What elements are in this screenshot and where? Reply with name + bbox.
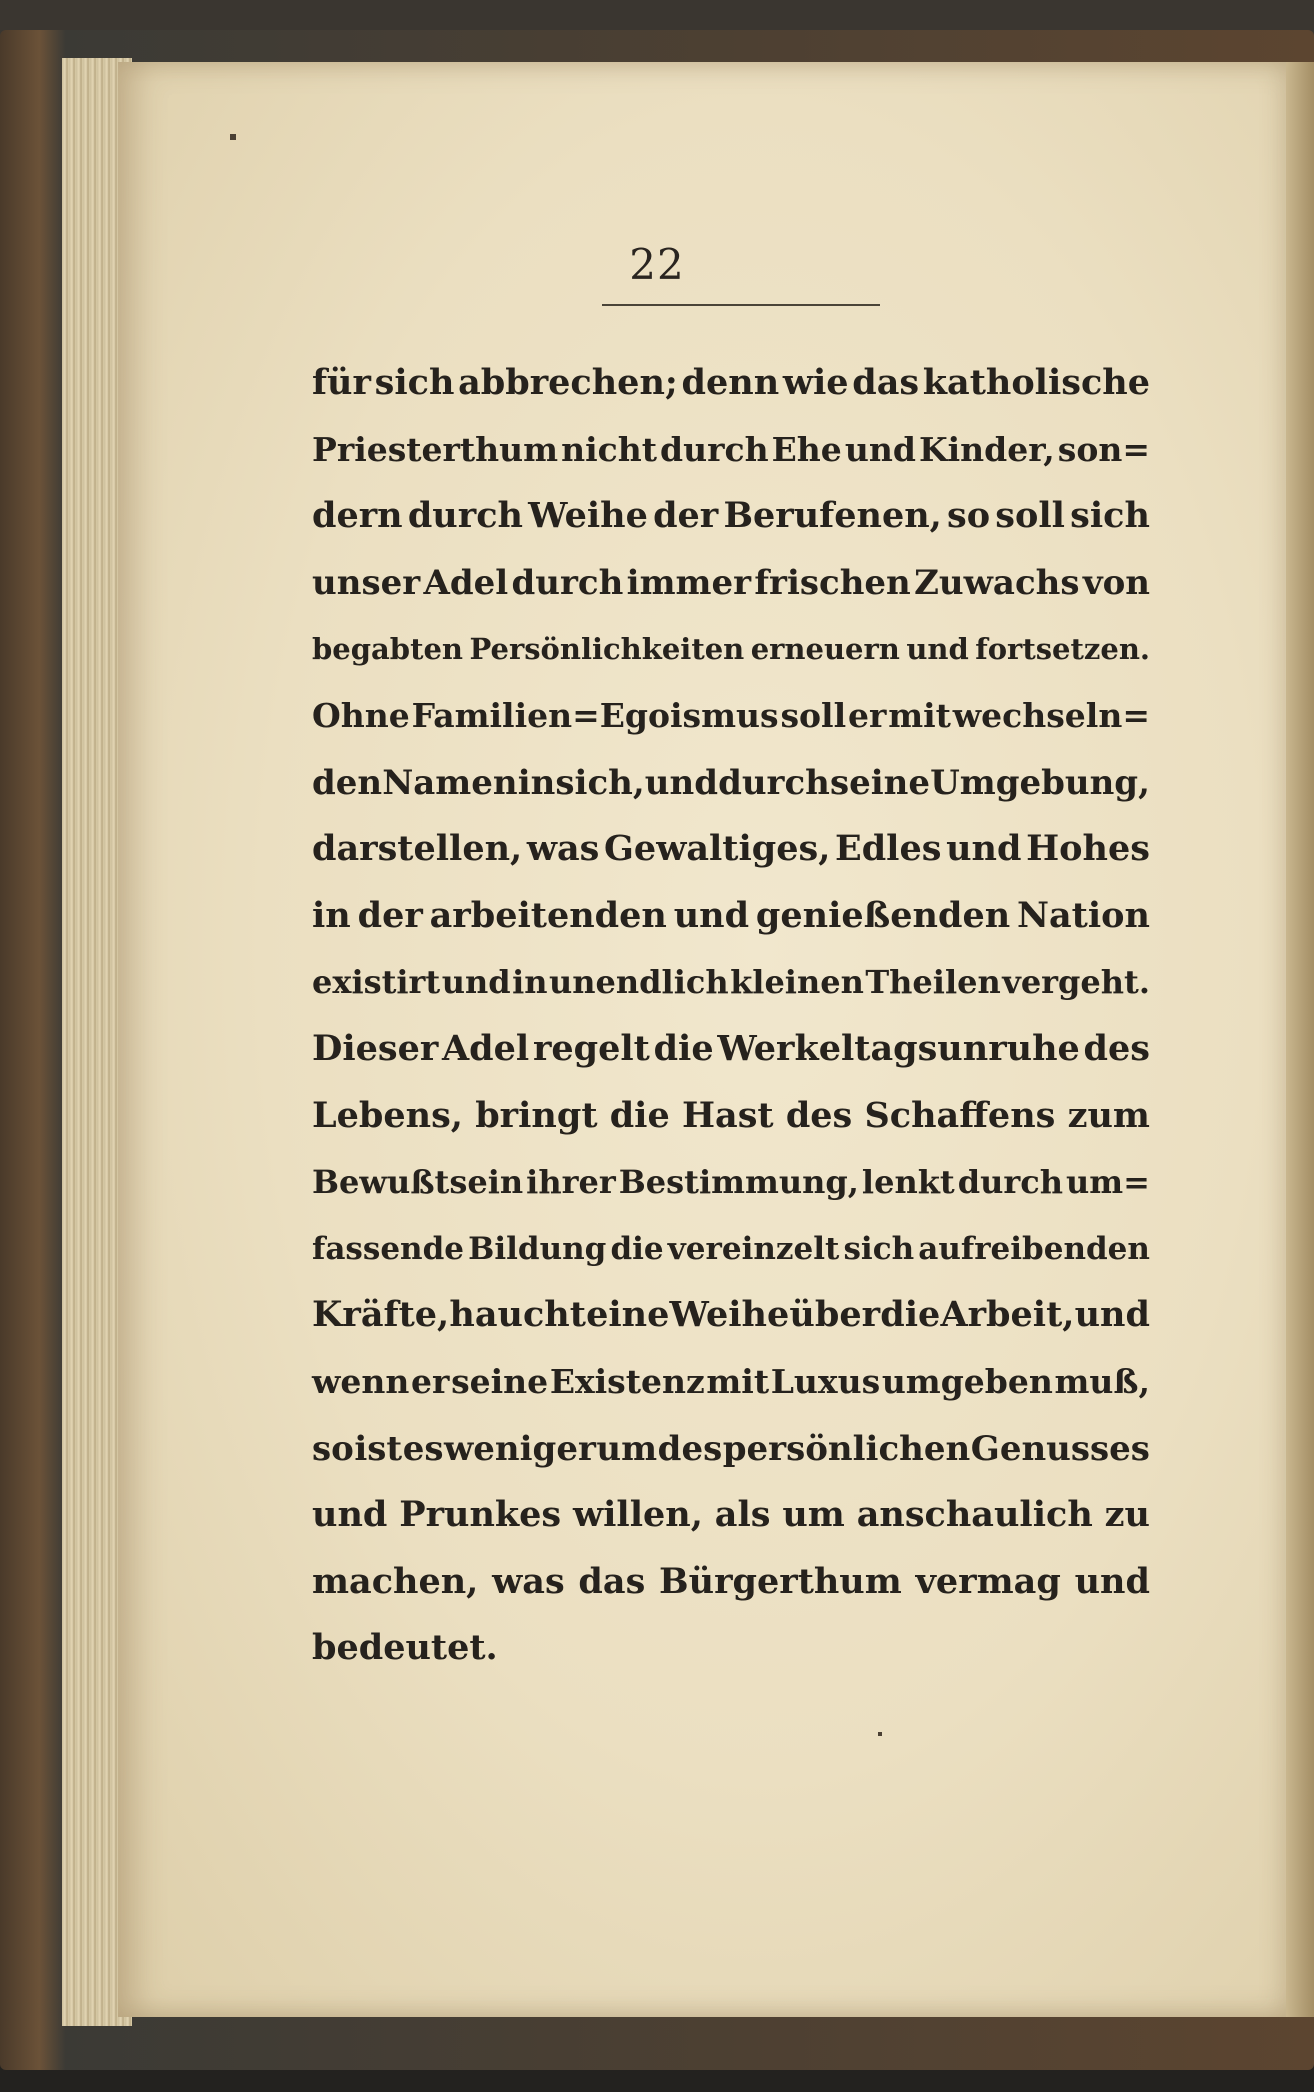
word: dern [312,495,403,537]
word: der [357,894,423,936]
word: Lebens, [312,1094,463,1136]
word: durch [957,1163,1063,1202]
text-line [312,550,1150,617]
word: und [644,762,718,803]
word: erneuern [750,632,900,667]
word: haucht [449,1294,586,1336]
text-line [312,616,1150,683]
word: die [610,1230,664,1267]
word: Hast [681,1094,774,1136]
word: immer [626,562,752,603]
word: durch [407,495,523,537]
word: und [312,1494,388,1536]
page-number: 22 [629,240,685,289]
word: die [609,1094,670,1136]
facing-page-edge [1286,62,1314,2017]
word: den [312,762,383,803]
word: lenkt [861,1163,955,1202]
word: eine [586,1294,670,1336]
text-line [312,949,1150,1016]
word: es [402,1428,444,1469]
word: um [596,1428,658,1469]
word: über [789,1294,881,1336]
text-line [312,1416,1150,1483]
word: um [782,1494,845,1536]
text-line [312,1549,1150,1616]
word: ist [354,1428,403,1469]
word: son= [1057,429,1150,469]
text-line [312,883,1150,950]
word: in [517,762,556,803]
word: sich [843,1230,915,1267]
word: nicht [561,429,657,469]
word: sich [374,362,455,403]
word: Berufenen, [723,495,942,537]
word: fassende [312,1230,464,1267]
word: mit [888,695,951,735]
word: regelt [532,1027,650,1069]
word: arbeitenden [429,894,667,936]
word: begabten [312,632,464,667]
word: Hohes [1026,828,1150,870]
word: Edles [835,828,942,870]
body-text [312,350,1150,1682]
word: er [847,695,887,735]
text-line [312,750,1150,817]
word: Ehe [771,429,842,469]
word: seine [451,1361,549,1401]
word: frischen [754,562,911,603]
word: so [947,495,991,537]
word: und [844,429,916,469]
word: Bewußtsein [312,1163,524,1202]
word: seine [829,762,930,803]
word: Gewaltiges, [604,828,831,870]
word: abbrechen; [458,362,678,403]
word: aufreibenden [918,1230,1150,1267]
word: Umgebung, [930,762,1150,803]
text-line [312,1282,1150,1349]
text-line [312,483,1150,550]
word: und [946,828,1022,870]
text-line [312,1083,1150,1150]
word: durch [511,562,624,603]
word: Weihe [669,1294,790,1336]
word: Namen [382,762,518,803]
word: soll [780,695,847,735]
header-rule [602,304,880,306]
word: sich, [555,762,645,803]
word: das [578,1560,646,1602]
text-line [312,1349,1150,1416]
word: genießenden [755,894,1011,936]
word: ihrer [526,1163,616,1202]
word: das [852,362,920,403]
word: er [411,1361,450,1401]
word: denn [681,362,780,403]
word: persönlichen [722,1428,971,1469]
word: was [526,828,600,870]
word: des [657,1428,723,1469]
word: als [714,1494,771,1536]
word: Weihe [528,495,648,537]
word: vergeht. [1002,963,1150,1002]
word: Werkeltagsunruhe [717,1027,1080,1069]
word: Kräfte, [312,1294,450,1336]
paper-speck [230,134,236,140]
word: durch [660,429,769,469]
text-line [312,417,1150,484]
word: Dieser [312,1027,439,1069]
word: vereinzelt [667,1230,840,1267]
word: Persönlichkeiten [469,632,745,667]
word: wie [782,362,849,403]
word: und [1074,1294,1150,1336]
word: unser [312,562,421,603]
text-line [312,1615,1150,1682]
word: sich [1070,495,1150,537]
word: Adel [442,1027,530,1069]
text-line [312,1216,1150,1283]
word: unendlich [549,963,729,1002]
word: muß, [1054,1361,1150,1401]
word: des [1083,1027,1150,1069]
word: Priesterthum [312,429,559,469]
word: in [512,963,548,1002]
word: umgeben [881,1361,1053,1401]
word: fortsetzen. [975,632,1150,667]
word: kleinen [730,963,864,1002]
word: zu [1104,1494,1150,1536]
word: Familien=Egoismus [411,695,779,735]
word: zum [1067,1094,1150,1136]
word: für [312,362,371,403]
word: Ohne [312,695,410,735]
word: so [312,1428,354,1469]
word: Existenz [549,1361,705,1401]
word: Arbeit, [940,1294,1075,1336]
text-line [312,1482,1150,1549]
word: Nation [1017,894,1150,936]
text-line [312,1016,1150,1083]
word: mit [706,1361,770,1401]
word: des [785,1094,853,1136]
word: Theilen [865,963,1001,1002]
word: anschaulich [856,1494,1093,1536]
word: Kinder, [918,429,1055,469]
word: und [1074,1560,1150,1602]
paper-speck [878,1732,882,1736]
word: weniger [444,1428,596,1469]
word: Schaffens [864,1094,1056,1136]
word: die [880,1294,941,1336]
word: existirt [312,963,441,1002]
word: Zuwachs [914,562,1080,603]
word: katholische [922,362,1150,403]
text-line [312,816,1150,883]
text-line [312,1149,1150,1216]
word: soll [995,495,1065,537]
word: was [492,1560,565,1602]
word: Bildung [468,1230,607,1267]
word: der [653,495,719,537]
word: darstellen, [312,828,523,870]
word: bedeutet. [312,1627,498,1669]
word: um= [1066,1163,1150,1202]
text-line [312,350,1150,417]
word: Prunkes [399,1494,562,1536]
word: und [673,894,750,936]
word: und [441,963,511,1002]
word: willen, [573,1494,703,1536]
word: die [653,1027,714,1069]
word: Luxus [770,1361,881,1401]
word: machen, [312,1560,479,1602]
word: Genusses [970,1428,1150,1469]
text-line [312,683,1150,750]
word: Bestimmung, [618,1163,859,1202]
word: wenn [312,1361,410,1401]
word: von [1082,562,1150,603]
word: vermag [915,1560,1061,1602]
word: durch [718,762,830,803]
word: wechseln= [952,695,1150,735]
word: in [312,894,351,936]
word: und [906,632,969,667]
word: bringt [475,1094,598,1136]
word: Bürgerthum [659,1560,902,1602]
word: Adel [423,562,509,603]
